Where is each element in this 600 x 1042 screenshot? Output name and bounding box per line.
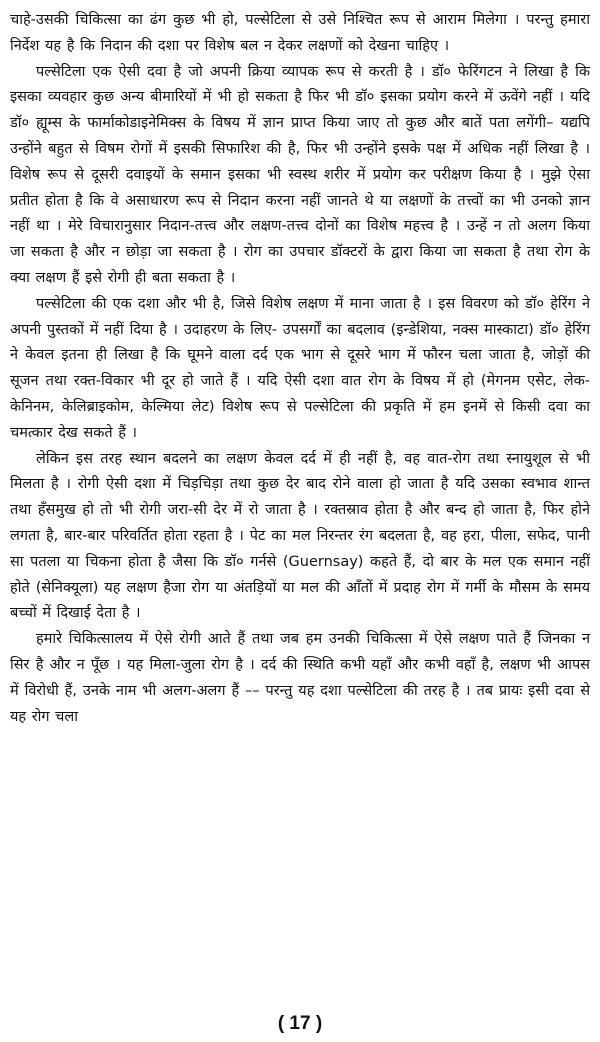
- paragraph-1: चाहे-उसकी चिकित्सा का ढंग कुछ भी हो, पल्सेटिला से उसे निश्चित रूप से आराम मिलेगा । परन्तु हमारा निर्देश यह है कि निदान की दशा पर विशेष बल न देकर लक्षणों को देखना चाहिए ।: [10, 12, 590, 54]
- page-number: ( 17 ): [277, 1013, 323, 1034]
- paragraph-2: पल्सेटिला एक ऐसी दवा है जो अपनी क्रिया व्यापक रूप से करती है । डॉ० फेरिंगटन ने लिखा है कि इसका व्यवहार कुछ अन्य बीमारियों में भी हो सकता है फिर भी डॉ० इसका प्रयोग करने में ऊवेंगे नहीं । यदि डॉ० ह्यूम्स के फार्माकोडाइनेमिक्स के विषय में ज्ञान प्राप्त किया जाए तो कुछ और बातें पता लगेंगी– यद्यपि उन्होंने बहुत से विषम रोगों में इसकी सिफारिश की है, फिर भी उन्होंने इसके पक्ष में अधिक नहीं लिखा है । विशेष रूप से दूसरी दवाइयों के समान इसका भी स्वस्थ शरीर में प्रयोग कर परीक्षण किया है । मुझे ऐसा प्रतीत होता है कि वे असाधारण रूप से निदान करना नहीं जानते थे या लक्षणों के तत्त्वों का भी उनको ज्ञान नहीं था । मेरे विचारानुसार निदान-तत्त्व और लक्षण-तत्त्व दोनों का विशेष महत्त्व है । उन्हें न तो अलग किया जा सकता है और न छोड़ा जा सकता है । रोग का उपचार डॉक्टरों के द्वारा किया जा सकता है तथा रोग के क्या लक्षण हैं इसे रोगी ही बता सकता है ।: [10, 63, 590, 286]
- paragraph-3: पल्सेटिला की एक दशा और भी है, जिसे विशेष लक्षण में माना जाता है । इस विवरण को डॉ० हेरिंग ने अपनी पुस्तकों में नहीं दिया है । उदाहरण के लिए- उपसर्गों का बदलाव (इन्डेशिया, नक्स मास्काटा) डॉ० हेरिंग ने केवल इतना ही लिखा है कि घूमने वाला दर्द एक भाग से दूसरे भाग में फौरन चला जाता है, जोड़ों की सूजन तथा रक्त-विकार भी दूर हो जाते हैं । यदि ऐसी दशा वात रोग के विषय में हो (मेगनम एसेट, लेक-केनिनम, केलिब्राइकोम, केल्मिया लेट) विशेष रूप से पल्सेटिला की प्रकृति में हम इनमें से किसी दवा का चमत्कार देख सकते हैं ।: [10, 295, 590, 441]
- paragraph-5: हमारे चिकित्सालय में ऐसे रोगी आते हैं तथा जब हम उनकी चिकित्सा में ऐसे लक्षण पाते हैं जिनका न सिर है और न पूँछ । यह मिला-जुला रोग है । दर्द की स्थिति कभी यहाँ और कभी वहाँ है, लक्षण भी आपस में विरोधी हैं, उनके नाम भी अलग-अलग हैं –– परन्तु यह दशा पल्सेटिला की तरह है । तब प्रायः इसी दवा से यह रोग चला: [10, 631, 590, 725]
- paragraph-4: लेकिन इस तरह स्थान बदलने का लक्षण केवल दर्द में ही नहीं है, वह वात-रोग तथा स्नायुशूल से भी मिलता है । रोगी ऐसी दशा में चिड़चिड़ा तथा कुछ देर बाद रोने वाला हो जाता है यदि उसका स्वभाव शान्त तथा हँसमुख हो तो भी रोगी जरा-सी देर में रो जाता है । रक्तस्राव होता है और बन्द हो जाता है, फिर होने लगता है, बार-बार परिवर्तित होता रहता है । पेट का मल निरन्तर रंग बदलता है, वह हरा, पीला, सफेद, पानी सा पतला या चिकना होता है जैसा कि डॉ० गर्नसे (Guernsay) कहते हैं, दो बार के मल एक समान नहीं होते (सेनिक्यूला) यह लक्षण हैजा रोग या अंतड़ियों या मल की आँतों में प्रदाह रोग में गर्मी के मौसम के समय बच्चों में दिखाई देता है ।: [10, 450, 590, 622]
